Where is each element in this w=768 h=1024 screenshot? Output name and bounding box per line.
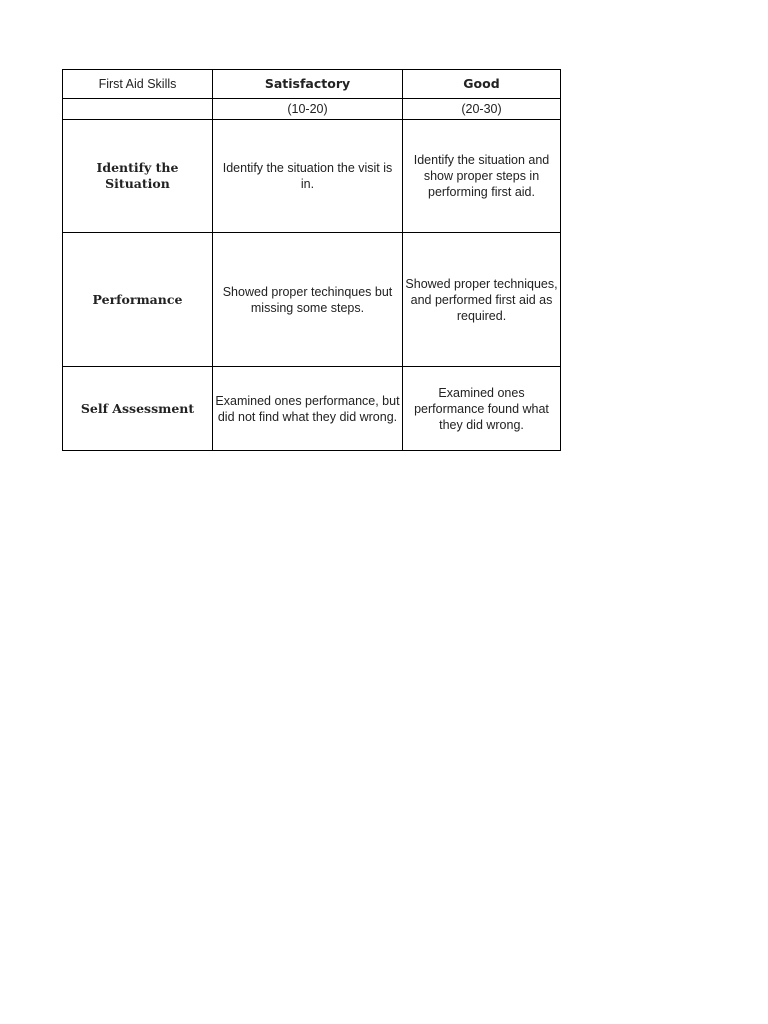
range-satisfactory-cell: (10-20) <box>213 99 403 120</box>
satisfactory-description-cell: Examined ones performance, but did not find what they did wrong. <box>213 367 403 451</box>
header-skill-cell: First Aid Skills <box>63 70 213 99</box>
good-description-cell: Identify the situation and show proper steps in performing first aid. <box>403 120 561 233</box>
satisfactory-description-cell: Showed proper techinques but missing some steps. <box>213 233 403 367</box>
skill-name-cell: Identify the Situation <box>63 120 213 233</box>
table-row <box>63 367 561 451</box>
good-description-cell: Showed proper techniques, and performed first aid as required. <box>403 233 561 367</box>
first-aid-rubric-table <box>62 69 561 451</box>
score-range-row <box>63 99 561 120</box>
header-satisfactory-cell: Satisfactory <box>213 70 403 99</box>
satisfactory-description-cell: Identify the situation the visit is in. <box>213 120 403 233</box>
table-row <box>63 120 561 233</box>
table-row <box>63 233 561 367</box>
skill-name-cell: Self Assessment <box>63 367 213 451</box>
range-skill-cell <box>63 99 213 120</box>
header-row <box>63 70 561 99</box>
range-good-cell: (20-30) <box>403 99 561 120</box>
header-good-cell: Good <box>403 70 561 99</box>
good-description-cell: Examined ones performance found what they did wrong. <box>403 367 561 451</box>
skill-name-cell: Performance <box>63 233 213 367</box>
